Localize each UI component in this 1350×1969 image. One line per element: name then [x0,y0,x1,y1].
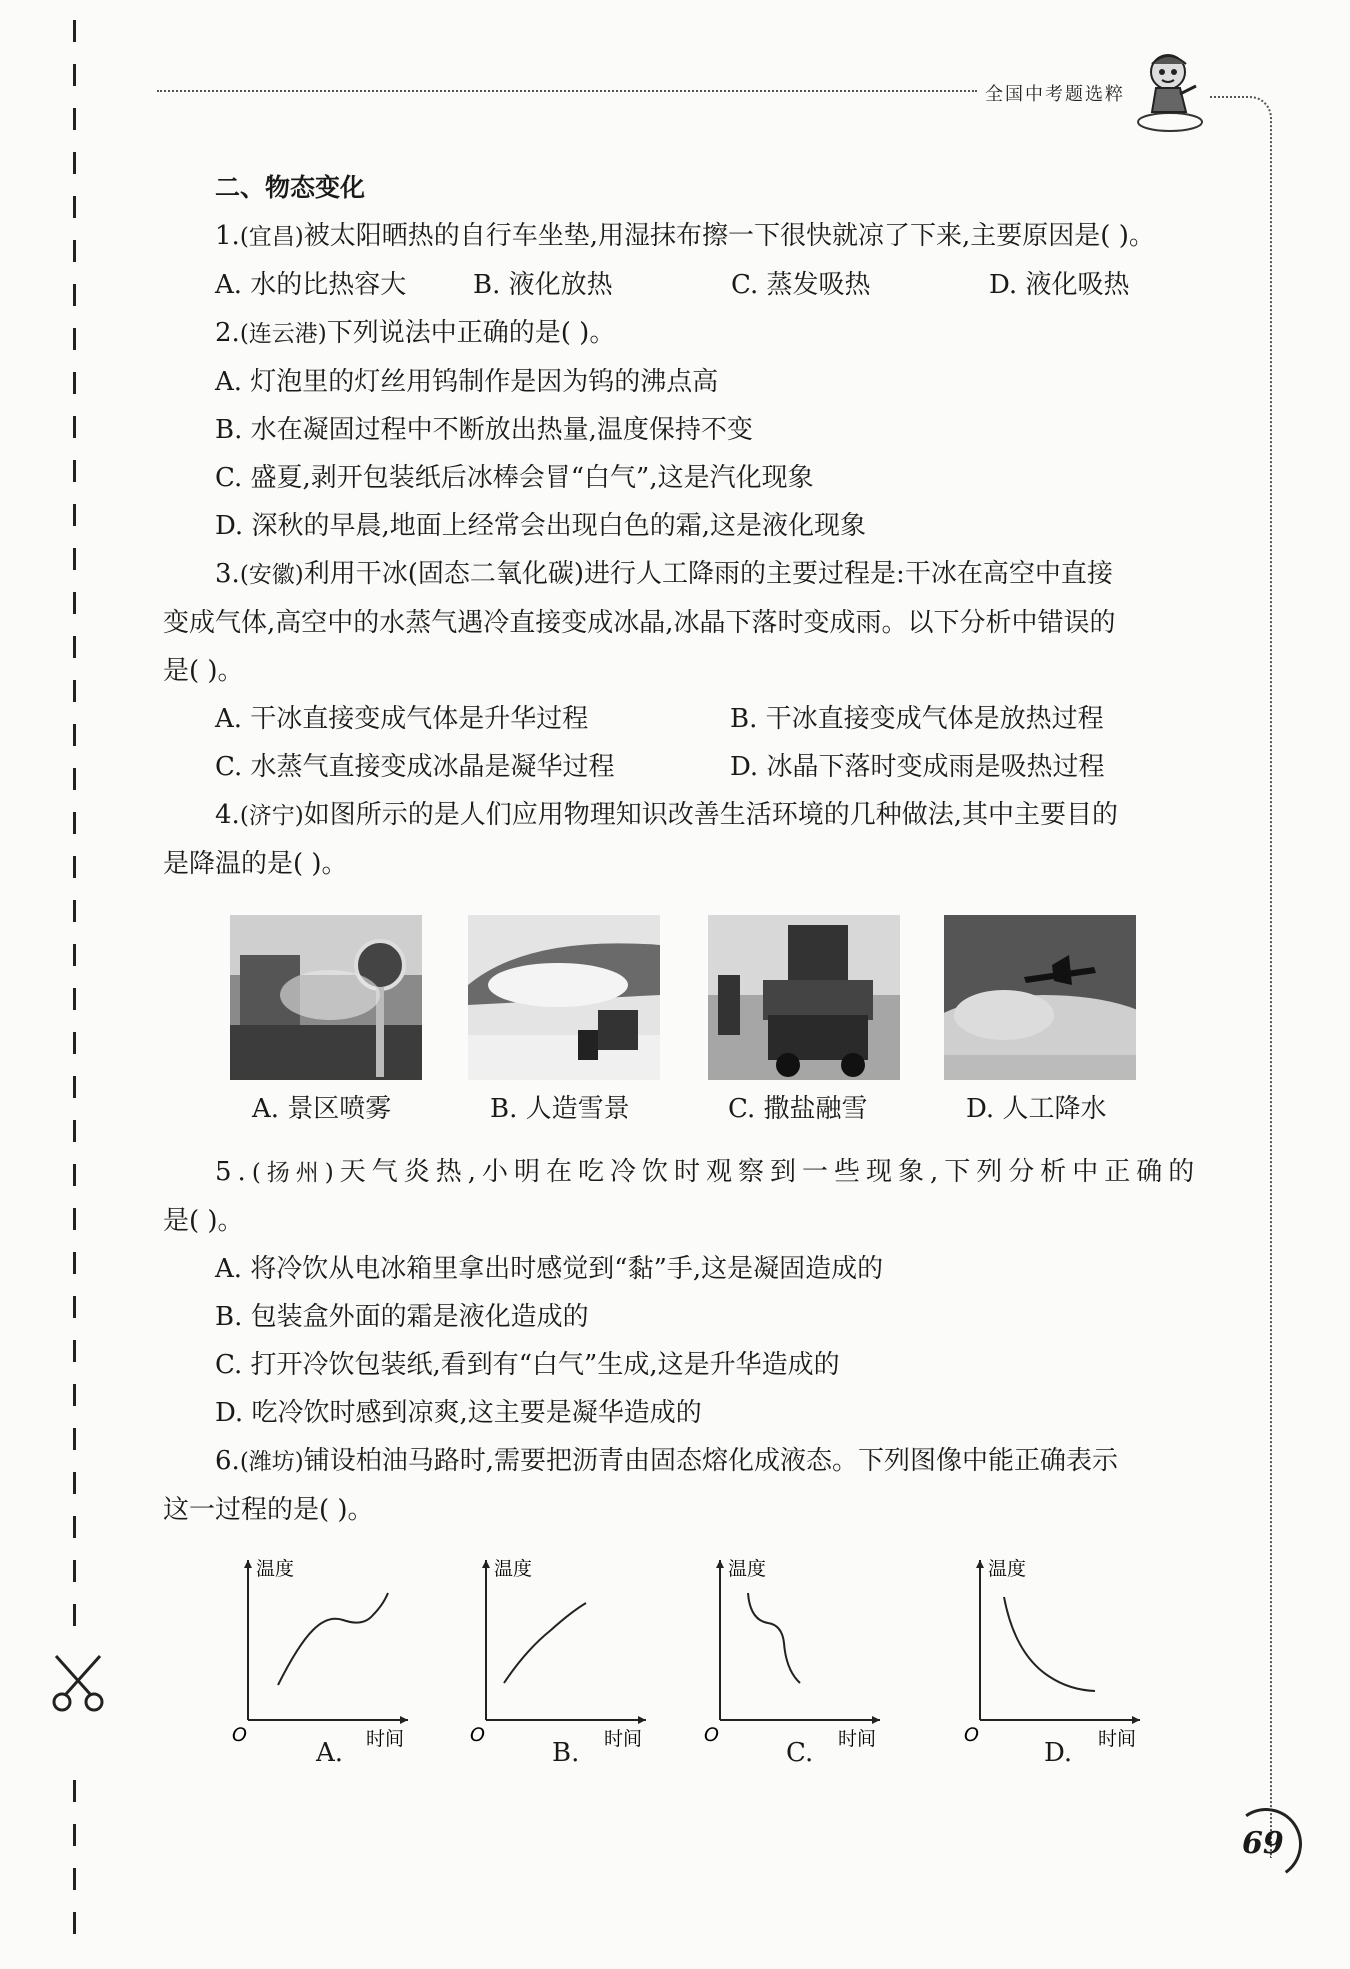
y-axis-label: 温度 [988,1558,1027,1580]
cut-line-dash [73,20,76,42]
x-axis-label: 时间 [604,1728,643,1750]
question-4-line: 是降温的是( )。 [163,849,348,879]
y-axis-label: 温度 [256,1558,295,1580]
question-content [163,164,1213,888]
page-number [1232,1808,1302,1878]
cut-line-dash [73,108,76,130]
question-3-line: 变成气体,高空中的水蒸气遇冷直接变成冰晶,冰晶下落时变成雨。以下分析中错误的 [163,608,1116,638]
y-axis-label: 温度 [728,1558,767,1580]
mascot-icon [1130,50,1210,134]
cut-line-dash [73,1032,76,1054]
cut-line-dash [73,724,76,746]
photo-caption: B. 人造雪景 [490,1094,630,1124]
question-4: 4.(济宁)如图所示的是人们应用物理知识改善生活环境的几种做法,其中主要目的 [215,800,1119,830]
cut-line-dash [73,988,76,1010]
cut-line-dash [73,152,76,174]
cut-line-dash [73,196,76,218]
graph-c [704,1555,890,1750]
question-5: 5.(扬州)天气炎热,小明在吃冷饮时观察到一些现象,下列分析中正确的 [215,1157,1201,1187]
graph-a [232,1555,418,1750]
photo-caption: D. 人工降水 [966,1094,1107,1124]
cut-line-dash [73,1340,76,1362]
cut-line-dash [73,240,76,262]
page-number-text: 69 [1242,1826,1284,1861]
origin-label: O [964,1724,979,1746]
cut-line-dash [73,1428,76,1450]
cut-line-dash [73,1208,76,1230]
x-axis-label: 时间 [1098,1728,1137,1750]
question-3-line: 是( )。 [163,656,244,686]
cut-line-dash [73,1516,76,1538]
cut-line-dash [73,768,76,790]
photo-caption: A. 景区喷雾 [252,1094,392,1124]
cut-line-dash [73,680,76,702]
photo-caption: C. 撒盐融雪 [728,1094,868,1124]
option: D. 冰晶下落时变成雨是吸热过程 [730,752,1105,782]
cut-line-dash [73,460,76,482]
graph-label: A. [316,1738,344,1768]
graph-label: B. [552,1738,580,1768]
cut-line-dash [73,944,76,966]
cut-line-dash [73,416,76,438]
cut-line-dash [73,1120,76,1142]
cut-line-dash [73,1868,76,1890]
cut-line-dash [73,1912,76,1934]
option: B. 液化放热 [473,270,613,300]
option: A. 灯泡里的灯丝用钨制作是因为钨的沸点高 [215,367,719,397]
option: C. 水蒸气直接变成冰晶是凝华过程 [215,752,615,782]
cut-line-dash [73,1472,76,1494]
option: A. 干冰直接变成气体是升华过程 [215,704,589,734]
cut-line-dash [73,284,76,306]
origin-label: O [470,1724,485,1746]
x-axis-label: 时间 [838,1728,877,1750]
question-5-line: 是( )。 [163,1206,244,1236]
question-3-options [215,743,1213,791]
cut-line-dash [73,328,76,350]
option: D. 液化吸热 [989,270,1130,300]
graph-label: C. [786,1738,814,1768]
section-title: 二、物态变化 [215,173,366,202]
option: D. 吃冷饮时感到凉爽,这主要是凝华造成的 [215,1398,702,1428]
origin-label: O [232,1724,247,1746]
header-dotted-rule [157,90,977,92]
option: C. 蒸发吸热 [731,270,871,300]
option: C. 盛夏,剥开包装纸后冰棒会冒“白气”,这是汽化现象 [215,463,814,493]
cut-line-dash [73,372,76,394]
cut-line-dash [73,1384,76,1406]
photo-artificial-snow [468,915,660,1080]
question-6: 6.(潍坊)铺设柏油马路时,需要把沥青由固态熔化成液态。下列图像中能正确表示 [215,1446,1119,1476]
photo-salt-snow [708,915,900,1080]
question-2: 2.(连云港)下列说法中正确的是( )。 [215,318,616,348]
header-title: 全国中考题选粹 [985,84,1125,105]
option: D. 深秋的早晨,地面上经常会出现白色的霜,这是液化现象 [215,511,866,541]
question-content-lower [163,1148,1213,1534]
scissors-icon [50,1652,106,1714]
x-axis-label: 时间 [366,1728,405,1750]
option: A. 水的比热容大 [215,270,407,300]
question-3-options [215,695,1213,743]
cut-line-dash [73,856,76,878]
question-3: 3.(安徽)利用干冰(固态二氧化碳)进行人工降雨的主要过程是:干冰在高空中直接 [215,559,1113,589]
cut-line-dash [73,900,76,922]
cut-line-dash [73,1296,76,1318]
option: C. 打开冷饮包装纸,看到有“白气”生成,这是升华造成的 [215,1350,840,1380]
cut-line-dash [73,812,76,834]
cut-line-dash [73,64,76,86]
cut-line-dash [73,1076,76,1098]
cut-line-dash [73,1780,76,1802]
cut-line-dash [73,1164,76,1186]
cut-line-dash [73,636,76,658]
option: B. 干冰直接变成气体是放热过程 [730,704,1104,734]
cut-line-dash [73,1252,76,1274]
question-1-options [215,261,1213,309]
question-1: 1.(宜昌)被太阳晒热的自行车坐垫,用湿抹布擦一下很快就凉了下来,主要原因是( )。 [215,221,1155,251]
cut-line-dash [73,1560,76,1582]
cut-line-dash [73,548,76,570]
cut-line-dash [73,1824,76,1846]
page-frame [1210,96,1272,1858]
graph-d [964,1555,1150,1750]
photo-scenic-spray [230,915,422,1080]
photo-artificial-rain [944,915,1136,1080]
option: A. 将冷饮从电冰箱里拿出时感觉到“黏”手,这是凝固造成的 [215,1254,884,1284]
y-axis-label: 温度 [494,1558,533,1580]
graph-label: D. [1044,1738,1073,1768]
origin-label: O [704,1724,719,1746]
option: B. 水在凝固过程中不断放出热量,温度保持不变 [215,415,753,445]
cut-line-dash [73,592,76,614]
cut-line-dash [73,504,76,526]
cut-line-dash [73,1604,76,1626]
graph-b [470,1555,656,1750]
option: B. 包装盒外面的霜是液化造成的 [215,1302,589,1332]
question-6-line: 这一过程的是( )。 [163,1495,374,1525]
